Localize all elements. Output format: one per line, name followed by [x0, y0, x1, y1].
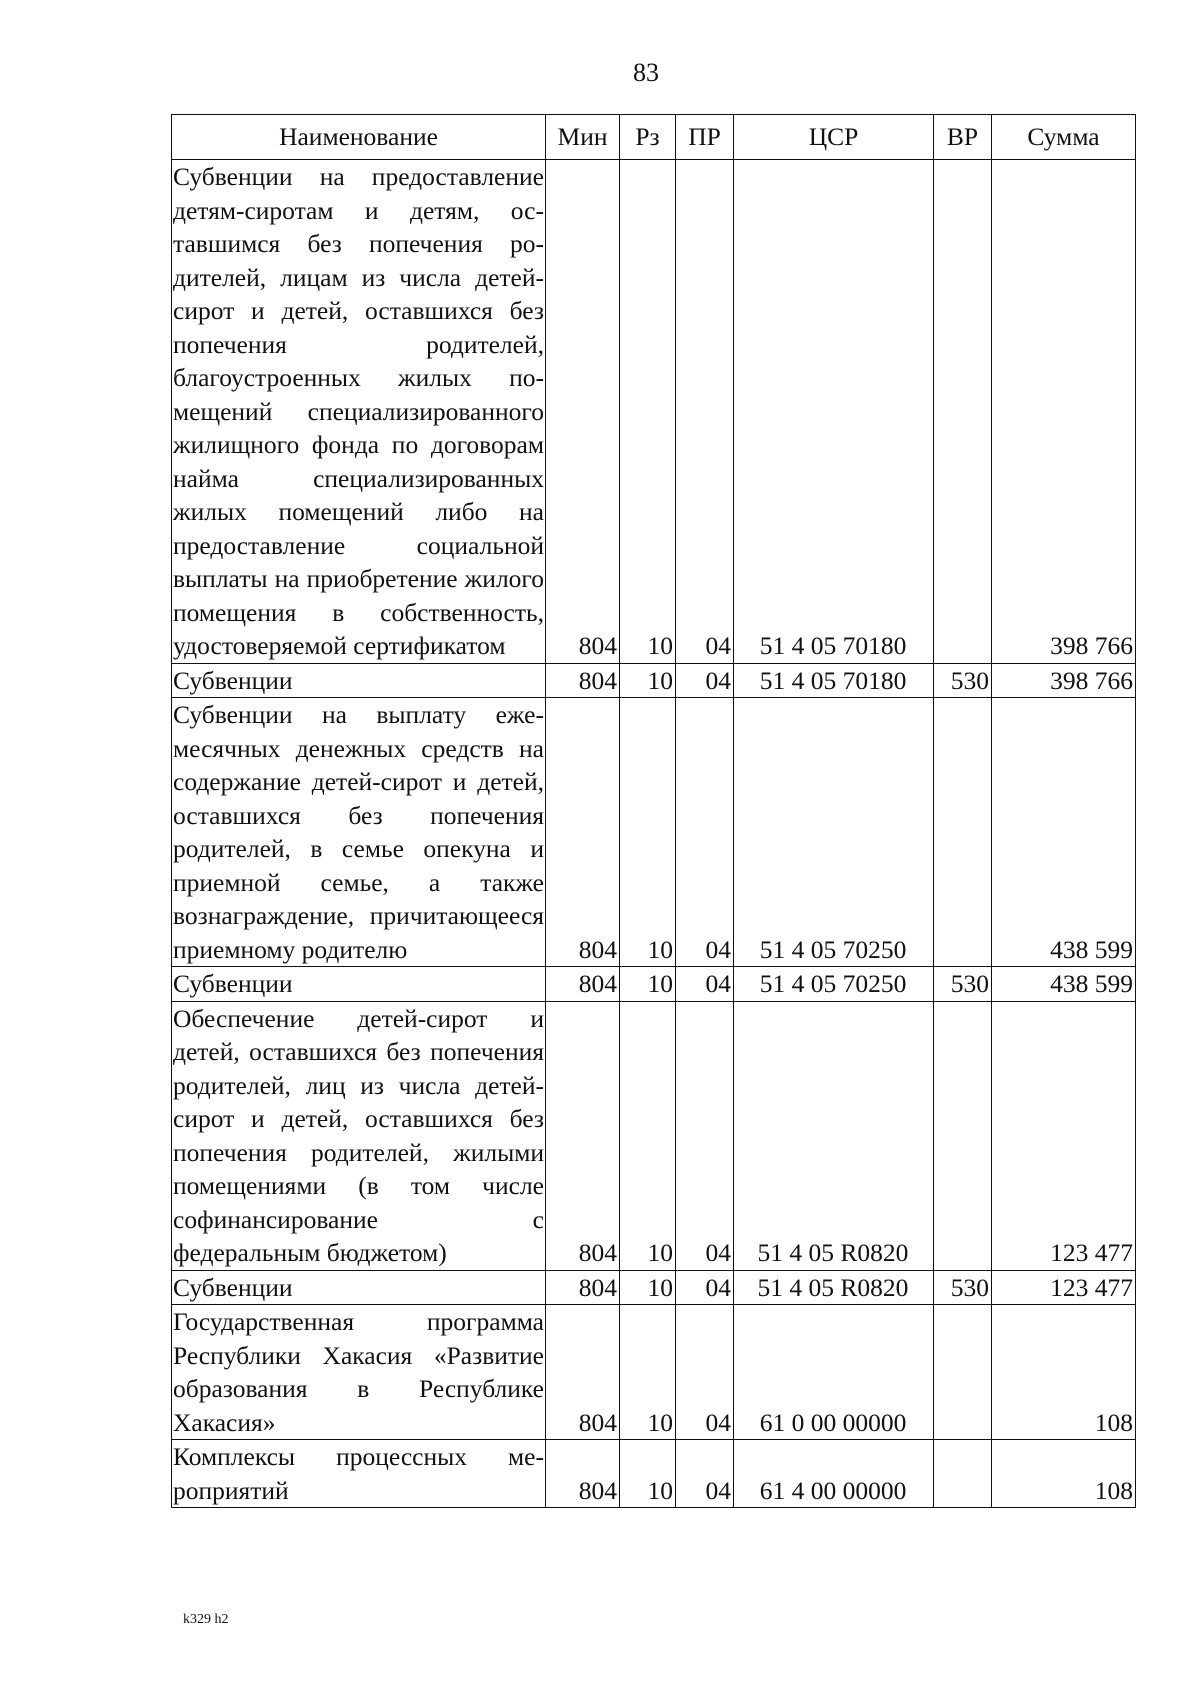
row-rz: 10 [620, 663, 676, 698]
budget-table [171, 114, 1136, 1508]
row-vr [934, 698, 992, 967]
row-csr: 51 4 05 R0820 [734, 1001, 934, 1270]
row-vr [934, 1001, 992, 1270]
row-sum: 123 477 [992, 1270, 1136, 1305]
row-csr: 51 4 05 70250 [734, 967, 934, 1002]
row-rz: 10 [620, 160, 676, 664]
row-vr: 530 [934, 967, 992, 1002]
row-rz: 10 [620, 967, 676, 1002]
row-min: 804 [546, 1440, 620, 1508]
row-pr: 04 [676, 1440, 734, 1508]
row-csr: 51 4 05 70180 [734, 663, 934, 698]
row-min: 804 [546, 160, 620, 664]
row-min: 804 [546, 698, 620, 967]
row-name: Государственная программа Республики Хакасия «Развитие образования в Республике Хакасия» [172, 1305, 546, 1440]
header-min: Мин [546, 115, 620, 160]
page-number: 83 [633, 58, 659, 87]
row-name: Субвенции [172, 967, 546, 1002]
row-pr: 04 [676, 663, 734, 698]
row-pr: 04 [676, 1270, 734, 1305]
row-sum: 108 [992, 1305, 1136, 1440]
header-pr: ПР [676, 115, 734, 160]
row-sum: 108 [992, 1440, 1136, 1508]
row-csr: 51 4 05 70180 [734, 160, 934, 664]
table-row [172, 1305, 1136, 1440]
row-min: 804 [546, 967, 620, 1002]
row-rz: 10 [620, 1270, 676, 1305]
row-pr: 04 [676, 1001, 734, 1270]
row-min: 804 [546, 1270, 620, 1305]
row-vr: 530 [934, 1270, 992, 1305]
row-sum: 438 599 [992, 967, 1136, 1002]
row-sum: 123 477 [992, 1001, 1136, 1270]
table-row [172, 967, 1136, 1002]
row-csr: 51 4 05 70250 [734, 698, 934, 967]
table-row [172, 160, 1136, 664]
row-min: 804 [546, 1001, 620, 1270]
row-rz: 10 [620, 1305, 676, 1440]
table-row [172, 1270, 1136, 1305]
row-vr [934, 160, 992, 664]
row-name: Комплексы процессных мероприятий [172, 1440, 546, 1508]
row-pr: 04 [676, 967, 734, 1002]
row-csr: 51 4 05 R0820 [734, 1270, 934, 1305]
header-rz: Рз [620, 115, 676, 160]
header-vr: ВР [934, 115, 992, 160]
row-sum: 398 766 [992, 160, 1136, 664]
row-vr [934, 1440, 992, 1508]
row-name: Субвенции [172, 663, 546, 698]
row-rz: 10 [620, 1001, 676, 1270]
row-name: Субвенции на выплату ежемесячных денежных средств на содержание детей-сирот и детей, оставшихся без попечения родителей, в семье опекуна и приемной семье, а также вознаграждение, причитающееся приемному родителю [172, 698, 546, 967]
row-min: 804 [546, 1305, 620, 1440]
table-header-row [172, 115, 1136, 160]
row-pr: 04 [676, 160, 734, 664]
row-rz: 10 [620, 1440, 676, 1508]
row-csr: 61 4 00 00000 [734, 1440, 934, 1508]
footer-code: k329 h2 [183, 1612, 229, 1627]
header-sum: Сумма [992, 115, 1136, 160]
header-csr: ЦСР [734, 115, 934, 160]
row-pr: 04 [676, 1305, 734, 1440]
row-vr [934, 1305, 992, 1440]
row-name: Субвенции [172, 1270, 546, 1305]
row-pr: 04 [676, 698, 734, 967]
table-row [172, 698, 1136, 967]
row-rz: 10 [620, 698, 676, 967]
row-name: Субвенции на предоставление детям-сиротам и детям, оставшимся без попечения родителей, лицам из числа детей-сирот и детей, оставшихся без попечения родителей, благоустроенных жилых помещений специализированного жилищного фонда по договорам найма специализированных жилых помещений либо на предоставление социальной выплаты на приобретение жилого помещения в собственность, удостоверяемой сертификатом [172, 160, 546, 664]
row-min: 804 [546, 663, 620, 698]
row-name: Обеспечение детей-сирот и детей, оставшихся без попечения родителей, лиц из числа детей-сирот и детей, оставшихся без попечения родителей, жилыми помещениями (в том числе софинансирование с федеральным бюджетом) [172, 1001, 546, 1270]
header-name: Наименование [172, 115, 546, 160]
row-sum: 398 766 [992, 663, 1136, 698]
row-vr: 530 [934, 663, 992, 698]
table-row [172, 1440, 1136, 1508]
row-csr: 61 0 00 00000 [734, 1305, 934, 1440]
row-sum: 438 599 [992, 698, 1136, 967]
table-row [172, 663, 1136, 698]
table-row [172, 1001, 1136, 1270]
